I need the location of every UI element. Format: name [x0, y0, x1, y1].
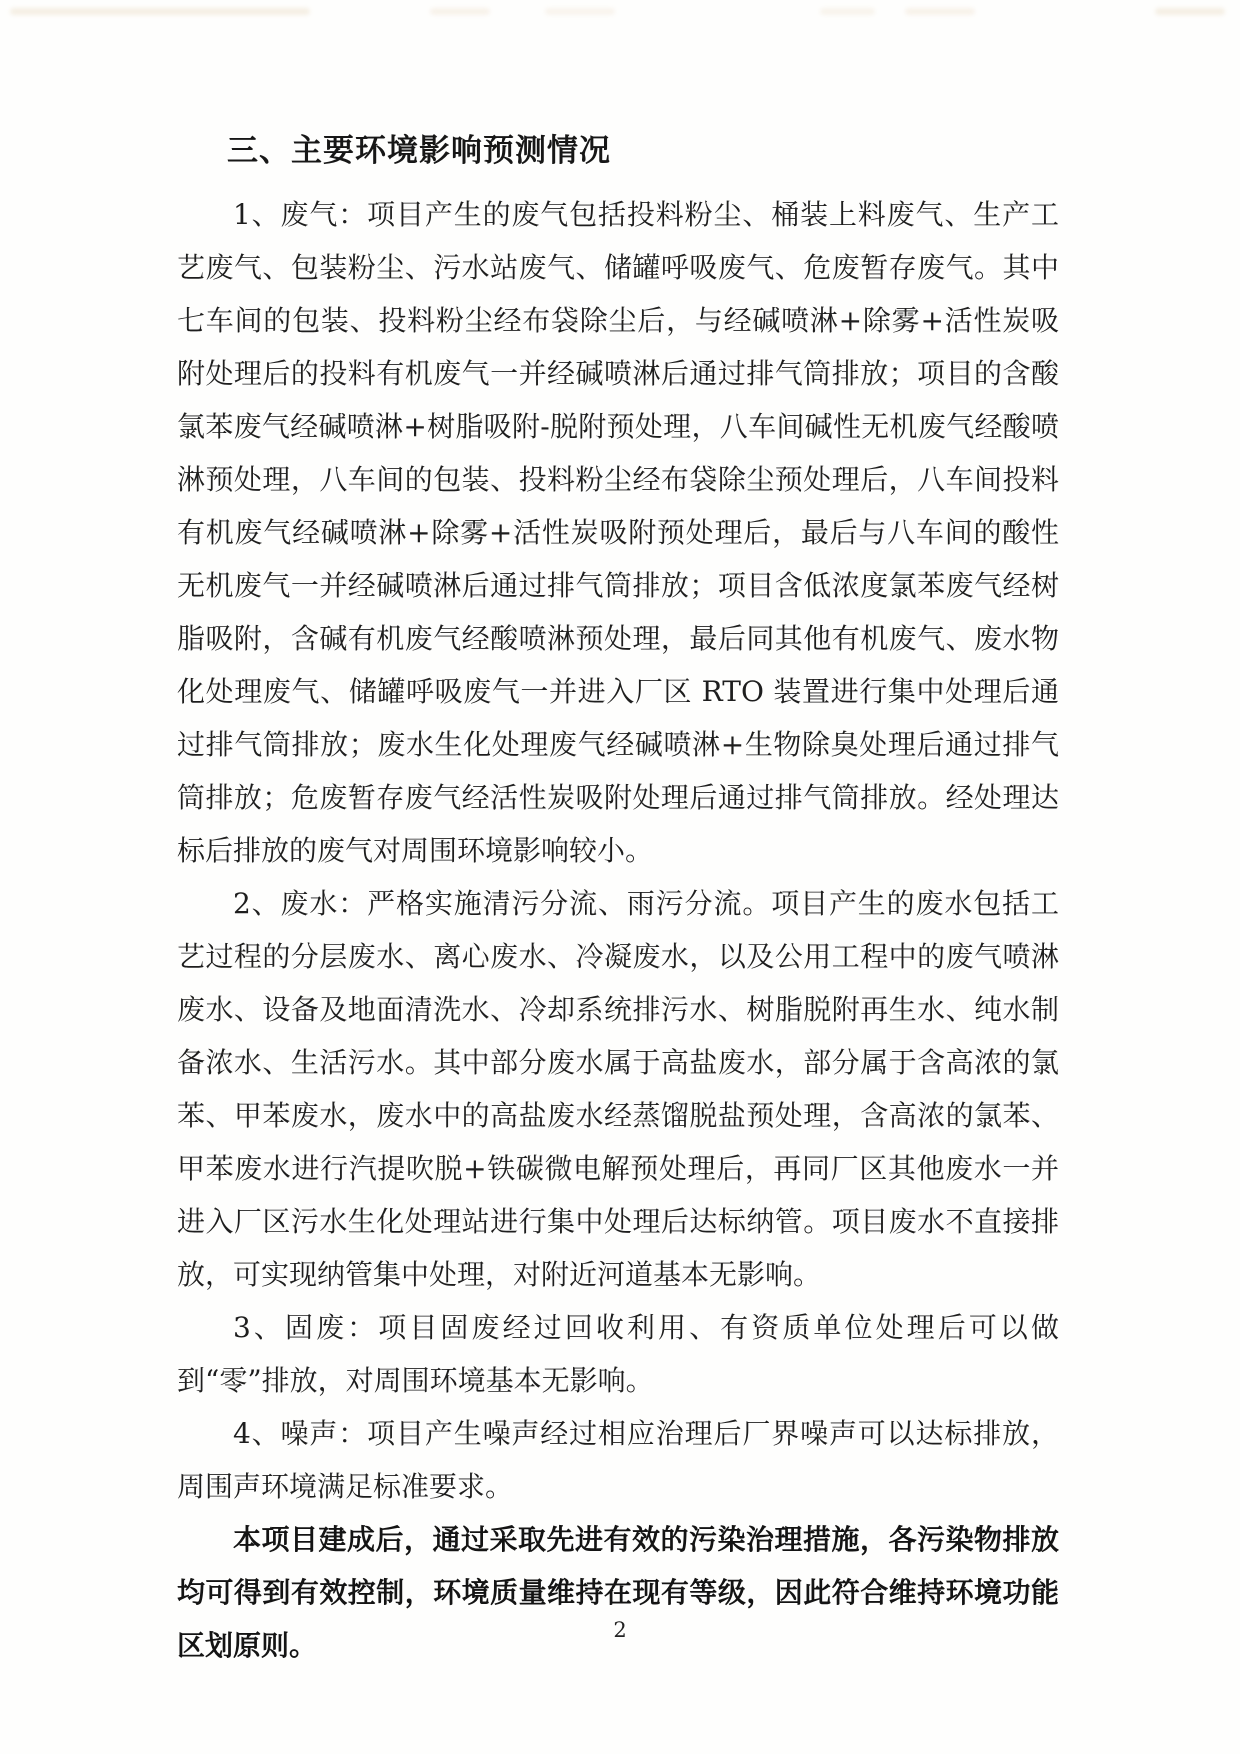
scan-artifact [905, 8, 975, 15]
scan-artifact [820, 8, 875, 15]
page-number: 2 [613, 1618, 627, 1642]
scan-artifact [430, 8, 490, 15]
page-content [177, 128, 1059, 1672]
scan-artifact-strip [0, 6, 1240, 20]
scan-artifact [545, 8, 615, 15]
scan-artifact [1155, 8, 1225, 15]
scan-artifact [10, 8, 310, 15]
paragraph-waste-gas: 1、废气：项目产生的废气包括投料粉尘、桶装上料废气、生产工艺废气、包装粉尘、污水站废气、储罐呼吸废气、危废暂存废气。其中七车间的包装、投料粉尘经布袋除尘后，与经碱喷淋+除雾+活性炭吸附处理后的投料有机废气一并经碱喷淋后通过排气筒排放；项目的含酸氯苯废气经碱喷淋+树脂吸附-脱附预处理，八车间碱性无机废气经酸喷淋预处理，八车间的包装、投料粉尘经布袋除尘预处理后，八车间投料有机废气经碱喷淋+除雾+活性炭吸附预处理后，最后与八车间的酸性无机废气一并经碱喷淋后通过排气筒排放；项目含低浓度氯苯废气经树脂吸附，含碱有机废气经酸喷淋预处理，最后同其他有机废气、废水物化处理废气、储罐呼吸废气一并进入厂区 RTO 装置进行集中处理后通过排气筒排放；废水生化处理废气经碱喷淋+生物除臭处理后通过排气筒排放；危废暂存废气经活性炭吸附处理后通过排气筒排放。经处理达标后排放的废气对周围环境影响较小。 [177, 198, 1059, 867]
paragraph-conclusion: 本项目建成后，通过采取先进有效的污染治理措施，各污染物排放均可得到有效控制，环境质量维持在现有等级，因此符合维持环境功能区划原则。 [177, 1523, 1059, 1662]
paragraph-waste-water: 2、废水：严格实施清污分流、雨污分流。项目产生的废水包括工艺过程的分层废水、离心废水、冷凝废水，以及公用工程中的废气喷淋废水、设备及地面清洗水、冷却系统排污水、树脂脱附再生水、纯水制备浓水、生活污水。其中部分废水属于高盐废水，部分属于含高浓的氯苯、甲苯废水，废水中的高盐废水经蒸馏脱盐预处理，含高浓的氯苯、甲苯废水进行汽提吹脱+铁碳微电解预处理后，再同厂区其他废水一并进入厂区污水生化处理站进行集中处理后达标纳管。项目废水不直接排放，可实现纳管集中处理，对附近河道基本无影响。 [177, 887, 1059, 1291]
body-text [177, 188, 1059, 1672]
section-title: 三、主要环境影响预测情况 [227, 133, 611, 169]
paragraph-solid-waste: 3、固废：项目固废经过回收利用、有资质单位处理后可以做到“零”排放，对周围环境基本无影响。 [177, 1311, 1059, 1397]
paragraph-noise: 4、噪声：项目产生噪声经过相应治理后厂界噪声可以达标排放，周围声环境满足标准要求。 [177, 1417, 1059, 1503]
